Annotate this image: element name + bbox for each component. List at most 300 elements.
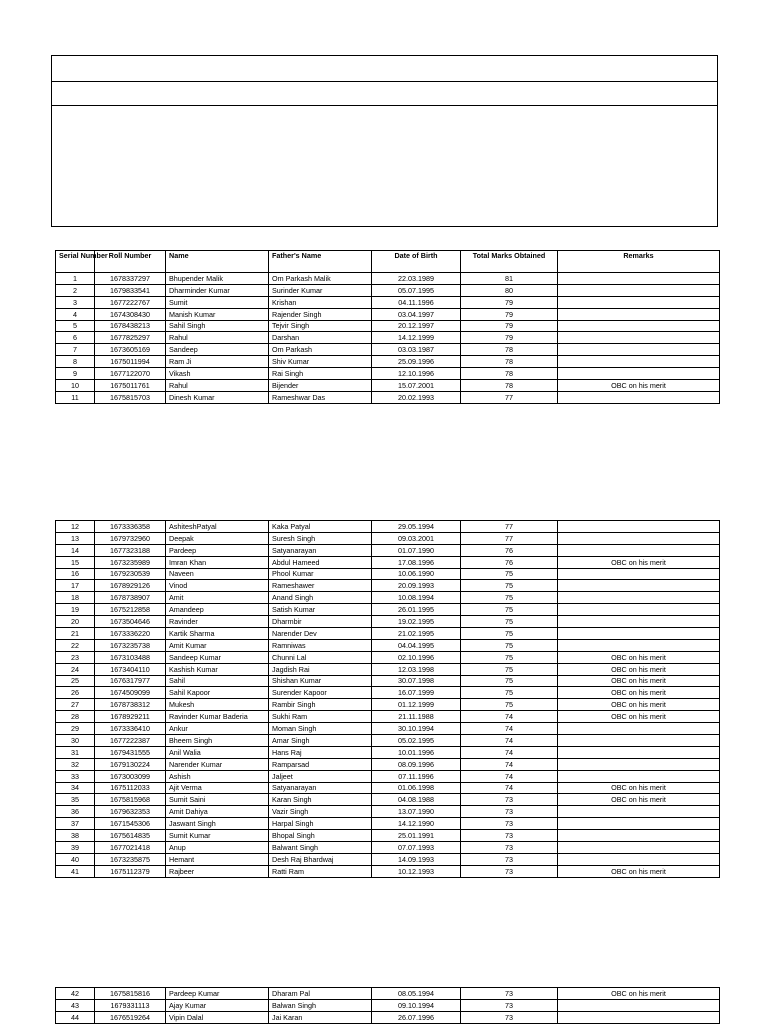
cell-roll-number: 1679431555: [95, 746, 166, 758]
cell-marks: 74: [461, 770, 558, 782]
cell-father-name: Rameshawer: [269, 580, 372, 592]
cell-roll-number: 1679230539: [95, 568, 166, 580]
table-row: [56, 556, 720, 568]
cell-father-name: Karan Singh: [269, 794, 372, 806]
cell-dob: 25.09.1996: [372, 356, 461, 368]
cell-father-name: Tejvir Singh: [269, 320, 372, 332]
cell-remarks: [558, 592, 720, 604]
table-row: [56, 999, 720, 1011]
cell-roll-number: 1679632353: [95, 806, 166, 818]
cell-serial: 37: [56, 818, 95, 830]
cell-name: Rahul: [166, 332, 269, 344]
cell-roll-number: 1675011761: [95, 380, 166, 392]
table-row: [56, 356, 720, 368]
cell-father-name: Surender Kapoor: [269, 687, 372, 699]
cell-marks: 79: [461, 332, 558, 344]
table-row: [56, 380, 720, 392]
table-row: [56, 746, 720, 758]
cell-name: Pardeep: [166, 544, 269, 556]
cell-dob: 21.02.1995: [372, 628, 461, 640]
table-row: [56, 806, 720, 818]
cell-name: Sahil: [166, 675, 269, 687]
cell-roll-number: 1674308430: [95, 308, 166, 320]
cell-marks: 75: [461, 663, 558, 675]
cell-serial: 35: [56, 794, 95, 806]
cell-father-name: Amar Singh: [269, 735, 372, 747]
table-row: [56, 532, 720, 544]
cell-dob: 21.11.1988: [372, 711, 461, 723]
cell-serial: 23: [56, 651, 95, 663]
table-row: [56, 865, 720, 877]
cell-serial: 6: [56, 332, 95, 344]
cell-roll-number: 1673103488: [95, 651, 166, 663]
cell-remarks: [558, 723, 720, 735]
cell-name: Sandeep: [166, 344, 269, 356]
cell-serial: 33: [56, 770, 95, 782]
cell-dob: 26.01.1995: [372, 604, 461, 616]
cell-remarks: OBC on his merit: [558, 651, 720, 663]
table-header-row: [56, 251, 720, 273]
cell-marks: 73: [461, 853, 558, 865]
cell-marks: 75: [461, 592, 558, 604]
table-row: [56, 580, 720, 592]
cell-serial: 25: [56, 675, 95, 687]
cell-serial: 24: [56, 663, 95, 675]
cell-roll-number: 1675815703: [95, 391, 166, 403]
cell-remarks: OBC on his merit: [558, 699, 720, 711]
col-header-father: Father's Name: [269, 251, 372, 273]
table-row: [56, 663, 720, 675]
cell-roll-number: 1673336220: [95, 628, 166, 640]
table-row: [56, 592, 720, 604]
cell-remarks: [558, 604, 720, 616]
cell-dob: 08.09.1996: [372, 758, 461, 770]
cell-remarks: [558, 735, 720, 747]
cell-marks: 73: [461, 999, 558, 1011]
cell-remarks: [558, 344, 720, 356]
cell-marks: 78: [461, 356, 558, 368]
cell-roll-number: 1677825297: [95, 332, 166, 344]
cell-remarks: [558, 639, 720, 651]
merit-table-1: [55, 250, 720, 404]
cell-father-name: Desh Raj Bhardwaj: [269, 853, 372, 865]
table-row: [56, 758, 720, 770]
cell-roll-number: 1675112033: [95, 782, 166, 794]
cell-father-name: Ratti Ram: [269, 865, 372, 877]
cell-marks: 74: [461, 723, 558, 735]
cell-father-name: Shishan Kumar: [269, 675, 372, 687]
table-row: [56, 628, 720, 640]
cell-father-name: Chunni Lal: [269, 651, 372, 663]
cell-marks: 78: [461, 368, 558, 380]
table-row: [56, 782, 720, 794]
cell-father-name: Vazir Singh: [269, 806, 372, 818]
cell-dob: 22.03.1989: [372, 273, 461, 285]
cell-remarks: [558, 758, 720, 770]
cell-father-name: Harpal Singh: [269, 818, 372, 830]
cell-name: Pardeep Kumar: [166, 988, 269, 1000]
cell-serial: 39: [56, 842, 95, 854]
cell-name: Mukesh: [166, 699, 269, 711]
cell-remarks: OBC on his merit: [558, 556, 720, 568]
cell-father-name: Kaka Patyal: [269, 521, 372, 533]
cell-father-name: Phool Kumar: [269, 568, 372, 580]
cell-roll-number: 1673336358: [95, 521, 166, 533]
table-row: [56, 988, 720, 1000]
cell-serial: 16: [56, 568, 95, 580]
cell-roll-number: 1673504646: [95, 616, 166, 628]
header-row-2: [52, 81, 717, 106]
cell-name: Ajay Kumar: [166, 999, 269, 1011]
cell-father-name: Anand Singh: [269, 592, 372, 604]
table-row: [56, 711, 720, 723]
cell-serial: 28: [56, 711, 95, 723]
table-row: [56, 521, 720, 533]
cell-serial: 32: [56, 758, 95, 770]
cell-dob: 07.07.1993: [372, 842, 461, 854]
cell-serial: 1: [56, 273, 95, 285]
table-row: [56, 320, 720, 332]
cell-serial: 15: [56, 556, 95, 568]
cell-name: Vikash: [166, 368, 269, 380]
table-row: [56, 818, 720, 830]
cell-name: Naveen: [166, 568, 269, 580]
cell-dob: 30.07.1998: [372, 675, 461, 687]
cell-name: Rajbeer: [166, 865, 269, 877]
cell-father-name: Krishan: [269, 296, 372, 308]
cell-name: Manish Kumar: [166, 308, 269, 320]
header-row-1: [52, 56, 717, 82]
cell-roll-number: 1673336410: [95, 723, 166, 735]
cell-serial: 21: [56, 628, 95, 640]
cell-father-name: Satyanarayan: [269, 782, 372, 794]
cell-name: AshiteshPatyal: [166, 521, 269, 533]
cell-remarks: [558, 391, 720, 403]
merit-table-2: [55, 520, 720, 878]
col-header-roll: Roll Number: [95, 251, 166, 273]
cell-name: Kashish Kumar: [166, 663, 269, 675]
document-header-box: [51, 55, 718, 227]
cell-serial: 18: [56, 592, 95, 604]
cell-marks: 75: [461, 568, 558, 580]
table-row: [56, 687, 720, 699]
cell-marks: 75: [461, 687, 558, 699]
cell-name: Ram Ji: [166, 356, 269, 368]
cell-serial: 13: [56, 532, 95, 544]
cell-father-name: Rameshwar Das: [269, 391, 372, 403]
cell-remarks: [558, 628, 720, 640]
cell-name: Bheem Singh: [166, 735, 269, 747]
cell-name: Sumit Kumar: [166, 830, 269, 842]
cell-name: Sandeep Kumar: [166, 651, 269, 663]
cell-marks: 73: [461, 865, 558, 877]
cell-roll-number: 1677323188: [95, 544, 166, 556]
cell-dob: 10.12.1993: [372, 865, 461, 877]
cell-name: Ankur: [166, 723, 269, 735]
cell-father-name: Om Parkash Malik: [269, 273, 372, 285]
cell-marks: 74: [461, 711, 558, 723]
cell-name: Sahil Kapoor: [166, 687, 269, 699]
cell-dob: 16.07.1999: [372, 687, 461, 699]
cell-father-name: Balwan Singh: [269, 999, 372, 1011]
cell-dob: 29.05.1994: [372, 521, 461, 533]
cell-marks: 75: [461, 639, 558, 651]
cell-remarks: [558, 830, 720, 842]
table-row: [56, 273, 720, 285]
cell-serial: 12: [56, 521, 95, 533]
cell-roll-number: 1677122070: [95, 368, 166, 380]
cell-roll-number: 1673235738: [95, 639, 166, 651]
cell-serial: 9: [56, 368, 95, 380]
cell-serial: 2: [56, 284, 95, 296]
cell-dob: 20.12.1997: [372, 320, 461, 332]
cell-dob: 20.09.1993: [372, 580, 461, 592]
cell-dob: 15.07.2001: [372, 380, 461, 392]
cell-dob: 10.08.1994: [372, 592, 461, 604]
cell-dob: 05.07.1995: [372, 284, 461, 296]
table-row: [56, 332, 720, 344]
cell-marks: 74: [461, 735, 558, 747]
cell-roll-number: 1678929126: [95, 580, 166, 592]
cell-father-name: Satish Kumar: [269, 604, 372, 616]
cell-dob: 08.05.1994: [372, 988, 461, 1000]
cell-father-name: Balwant Singh: [269, 842, 372, 854]
cell-remarks: [558, 999, 720, 1011]
cell-name: Hemant: [166, 853, 269, 865]
cell-serial: 11: [56, 391, 95, 403]
table-row: [56, 296, 720, 308]
cell-serial: 3: [56, 296, 95, 308]
cell-name: Kartik Sharma: [166, 628, 269, 640]
cell-father-name: Rajender Singh: [269, 308, 372, 320]
cell-name: Imran Khan: [166, 556, 269, 568]
cell-serial: 8: [56, 356, 95, 368]
cell-marks: 80: [461, 284, 558, 296]
cell-marks: 77: [461, 532, 558, 544]
cell-marks: 73: [461, 818, 558, 830]
cell-remarks: OBC on his merit: [558, 663, 720, 675]
cell-remarks: [558, 1011, 720, 1023]
table-row: [56, 675, 720, 687]
cell-marks: 74: [461, 758, 558, 770]
cell-remarks: [558, 320, 720, 332]
cell-serial: 5: [56, 320, 95, 332]
cell-marks: 75: [461, 699, 558, 711]
cell-roll-number: 1673235875: [95, 853, 166, 865]
cell-serial: 44: [56, 1011, 95, 1023]
table-row: [56, 723, 720, 735]
cell-dob: 13.07.1990: [372, 806, 461, 818]
cell-name: Narender Kumar: [166, 758, 269, 770]
table-row: [56, 391, 720, 403]
cell-dob: 14.09.1993: [372, 853, 461, 865]
cell-father-name: Sukhi Ram: [269, 711, 372, 723]
cell-name: Amit Dahiya: [166, 806, 269, 818]
cell-serial: 40: [56, 853, 95, 865]
cell-dob: 04.11.1996: [372, 296, 461, 308]
cell-remarks: [558, 770, 720, 782]
cell-father-name: Ramniwas: [269, 639, 372, 651]
cell-dob: 07.11.1996: [372, 770, 461, 782]
cell-serial: 29: [56, 723, 95, 735]
cell-dob: 12.03.1998: [372, 663, 461, 675]
table-row: [56, 604, 720, 616]
cell-dob: 04.04.1995: [372, 639, 461, 651]
cell-marks: 74: [461, 746, 558, 758]
cell-remarks: OBC on his merit: [558, 711, 720, 723]
cell-marks: 76: [461, 556, 558, 568]
cell-father-name: Rai Singh: [269, 368, 372, 380]
cell-roll-number: 1675011994: [95, 356, 166, 368]
cell-name: Vinod: [166, 580, 269, 592]
cell-marks: 75: [461, 616, 558, 628]
table-row: [56, 308, 720, 320]
cell-dob: 03.04.1997: [372, 308, 461, 320]
cell-dob: 14.12.1999: [372, 332, 461, 344]
cell-serial: 7: [56, 344, 95, 356]
cell-dob: 01.12.1999: [372, 699, 461, 711]
cell-name: Ravinder: [166, 616, 269, 628]
cell-father-name: Dharam Pal: [269, 988, 372, 1000]
cell-remarks: [558, 544, 720, 556]
cell-marks: 73: [461, 842, 558, 854]
cell-remarks: [558, 580, 720, 592]
cell-marks: 77: [461, 521, 558, 533]
cell-marks: 73: [461, 830, 558, 842]
table-row: [56, 368, 720, 380]
table-row: [56, 770, 720, 782]
cell-serial: 4: [56, 308, 95, 320]
cell-dob: 26.07.1996: [372, 1011, 461, 1023]
cell-marks: 79: [461, 296, 558, 308]
cell-name: Rahul: [166, 380, 269, 392]
cell-remarks: OBC on his merit: [558, 865, 720, 877]
cell-marks: 76: [461, 544, 558, 556]
cell-father-name: Jagdish Rai: [269, 663, 372, 675]
cell-roll-number: 1675212858: [95, 604, 166, 616]
cell-roll-number: 1677222387: [95, 735, 166, 747]
cell-roll-number: 1675815816: [95, 988, 166, 1000]
cell-name: Amit Kumar: [166, 639, 269, 651]
cell-serial: 42: [56, 988, 95, 1000]
cell-name: Amit: [166, 592, 269, 604]
table-row: [56, 735, 720, 747]
cell-remarks: [558, 368, 720, 380]
merit-table-3: [55, 987, 720, 1024]
cell-roll-number: 1679331113: [95, 999, 166, 1011]
cell-father-name: Dharmbir: [269, 616, 372, 628]
cell-serial: 36: [56, 806, 95, 818]
cell-roll-number: 1678337297: [95, 273, 166, 285]
cell-father-name: Bijender: [269, 380, 372, 392]
cell-dob: 09.10.1994: [372, 999, 461, 1011]
table-row: [56, 568, 720, 580]
cell-marks: 75: [461, 628, 558, 640]
cell-father-name: Bhopal Singh: [269, 830, 372, 842]
cell-father-name: Jai Karan: [269, 1011, 372, 1023]
cell-father-name: Moman Singh: [269, 723, 372, 735]
col-header-name: Name: [166, 251, 269, 273]
cell-marks: 79: [461, 308, 558, 320]
cell-serial: 34: [56, 782, 95, 794]
table-row: [56, 794, 720, 806]
cell-dob: 12.10.1996: [372, 368, 461, 380]
cell-serial: 38: [56, 830, 95, 842]
cell-roll-number: 1678738907: [95, 592, 166, 604]
cell-roll-number: 1671545306: [95, 818, 166, 830]
cell-father-name: Satyanarayan: [269, 544, 372, 556]
cell-name: Ravinder Kumar Baderia: [166, 711, 269, 723]
cell-dob: 14.12.1990: [372, 818, 461, 830]
cell-marks: 78: [461, 344, 558, 356]
cell-name: Sumit Saini: [166, 794, 269, 806]
cell-dob: 02.10.1996: [372, 651, 461, 663]
cell-name: Sahil Singh: [166, 320, 269, 332]
col-header-dob: Date of Birth: [372, 251, 461, 273]
cell-father-name: Abdul Hameed: [269, 556, 372, 568]
cell-dob: 09.03.2001: [372, 532, 461, 544]
table-row: [56, 639, 720, 651]
cell-roll-number: 1675614835: [95, 830, 166, 842]
cell-father-name: Om Parkash: [269, 344, 372, 356]
cell-roll-number: 1675815968: [95, 794, 166, 806]
cell-roll-number: 1673235989: [95, 556, 166, 568]
cell-serial: 30: [56, 735, 95, 747]
cell-marks: 75: [461, 675, 558, 687]
cell-remarks: [558, 853, 720, 865]
cell-dob: 10.01.1996: [372, 746, 461, 758]
col-header-serial: Serial Number: [56, 251, 95, 273]
cell-remarks: [558, 568, 720, 580]
cell-father-name: Darshan: [269, 332, 372, 344]
cell-dob: 19.02.1995: [372, 616, 461, 628]
col-header-remarks: Remarks: [558, 251, 720, 273]
cell-name: Bhupender Malik: [166, 273, 269, 285]
cell-roll-number: 1678438213: [95, 320, 166, 332]
cell-serial: 14: [56, 544, 95, 556]
cell-father-name: Ramparsad: [269, 758, 372, 770]
cell-father-name: Shiv Kumar: [269, 356, 372, 368]
cell-name: Sumit: [166, 296, 269, 308]
cell-name: Deepak: [166, 532, 269, 544]
cell-roll-number: 1677222767: [95, 296, 166, 308]
cell-remarks: [558, 356, 720, 368]
cell-serial: 22: [56, 639, 95, 651]
cell-father-name: Surinder Kumar: [269, 284, 372, 296]
cell-roll-number: 1678738312: [95, 699, 166, 711]
cell-serial: 20: [56, 616, 95, 628]
cell-remarks: [558, 332, 720, 344]
cell-dob: 25.01.1991: [372, 830, 461, 842]
cell-marks: 73: [461, 988, 558, 1000]
cell-dob: 04.08.1988: [372, 794, 461, 806]
cell-serial: 17: [56, 580, 95, 592]
cell-serial: 10: [56, 380, 95, 392]
cell-marks: 81: [461, 273, 558, 285]
cell-roll-number: 1674509099: [95, 687, 166, 699]
cell-marks: 73: [461, 794, 558, 806]
table-row: [56, 616, 720, 628]
cell-roll-number: 1673404110: [95, 663, 166, 675]
cell-roll-number: 1679130224: [95, 758, 166, 770]
cell-serial: 27: [56, 699, 95, 711]
col-header-marks: Total Marks Obtained: [461, 251, 558, 273]
cell-remarks: [558, 308, 720, 320]
table-row: [56, 830, 720, 842]
cell-name: Ajit Verma: [166, 782, 269, 794]
cell-remarks: OBC on his merit: [558, 675, 720, 687]
cell-serial: 41: [56, 865, 95, 877]
